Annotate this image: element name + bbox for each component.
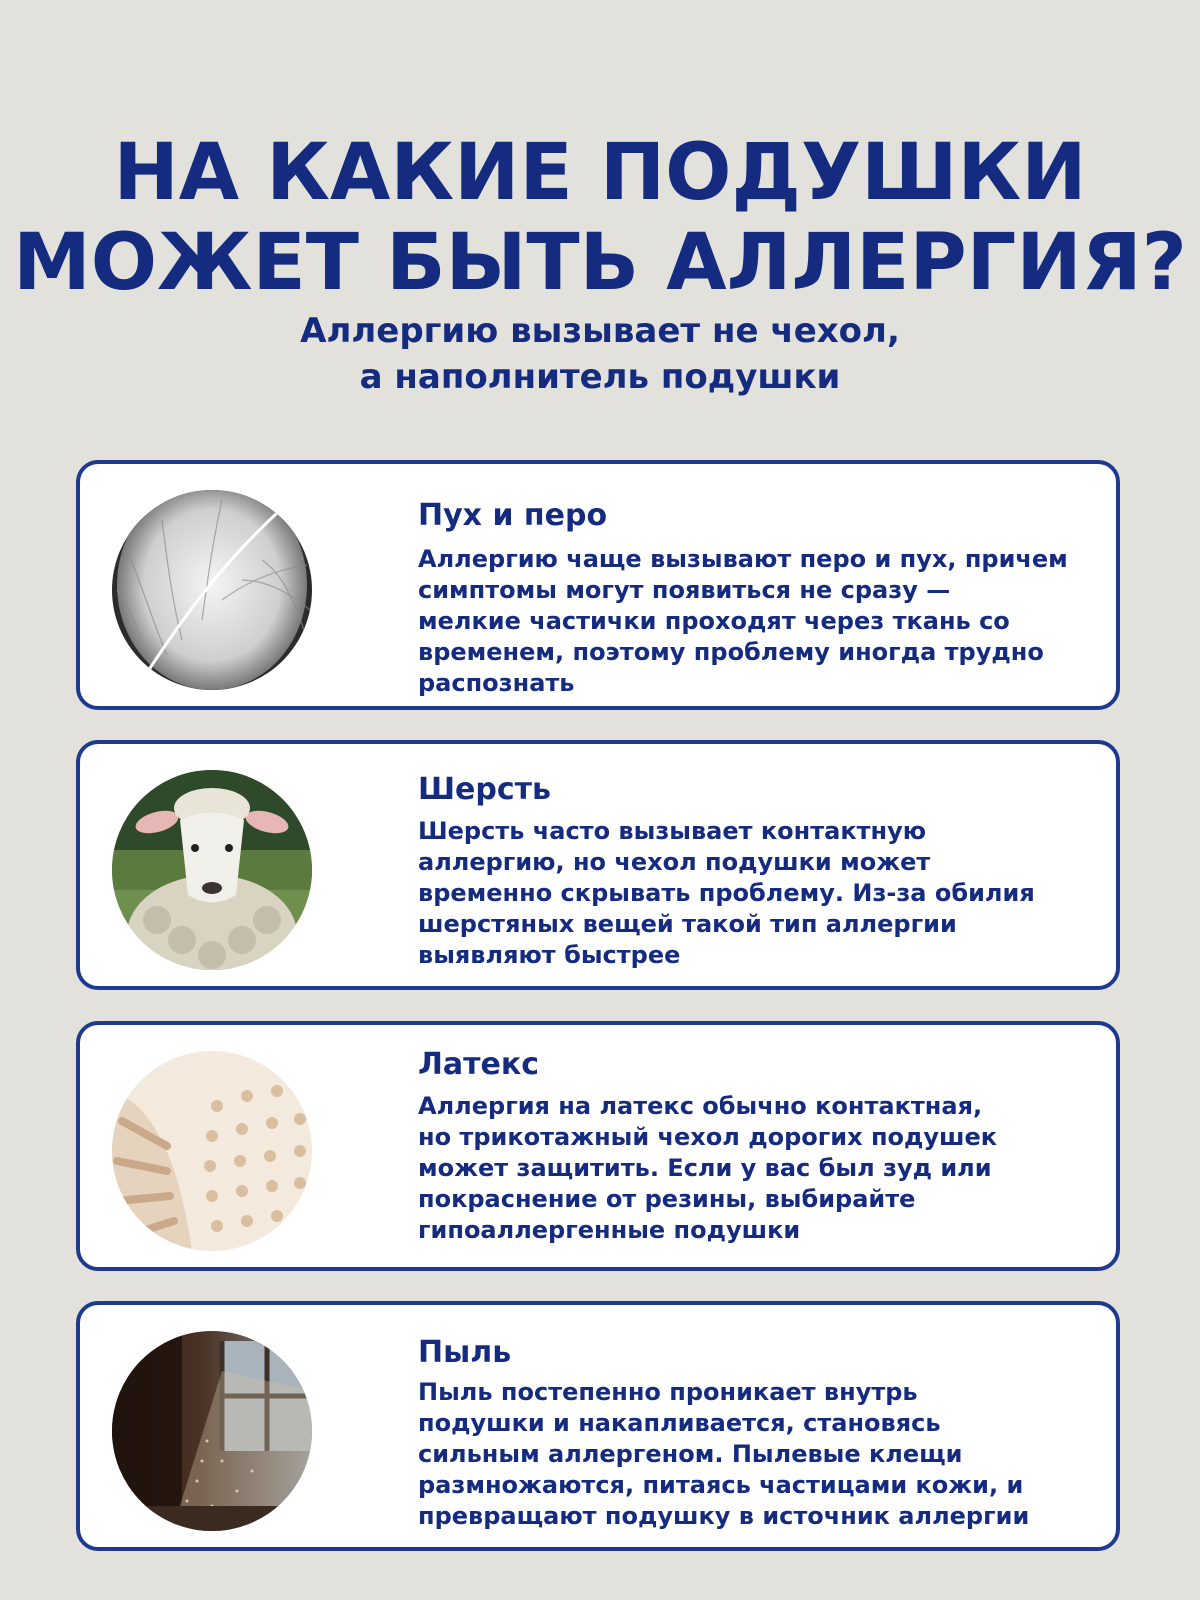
card-description: [418, 816, 1108, 971]
card-text-line: подушки и накапливается, становясь: [418, 1409, 941, 1437]
card-description: [418, 544, 1108, 699]
card-title: Латекс: [418, 1047, 540, 1082]
card-description: [418, 1091, 1108, 1246]
card-text-line: распознать: [418, 669, 575, 697]
card-text-line: Аллергия на латекс обычно контактная,: [418, 1092, 983, 1120]
page-title-line-2: МОЖЕТ БЫТЬ АЛЛЕРГИЯ?: [13, 218, 1187, 308]
card-text-line: Аллергию чаще вызывают перо и пух, причем: [418, 545, 1068, 573]
card-text-line: временно скрывать проблему. Из-за обилия: [418, 879, 1035, 907]
card-title: Пыль: [418, 1335, 512, 1370]
card-text-line: превращают подушку в источник аллергии: [418, 1502, 1030, 1530]
card-text-line: выявляют быстрее: [418, 941, 681, 969]
card-text-line: но трикотажный чехол дорогих подушек: [418, 1123, 998, 1151]
card-text-line: шерстяных вещей такой тип аллергии: [418, 910, 957, 938]
card-dust: [76, 1301, 1120, 1551]
card-text-line: мелкие частички проходят через ткань со: [418, 607, 1010, 635]
page-title-line-1: НА КАКИЕ ПОДУШКИ: [113, 128, 1087, 218]
card-text-line: Пыль постепенно проникает внутрь: [418, 1378, 918, 1406]
card-text-line: гипоаллергенные подушки: [418, 1216, 801, 1244]
page-subtitle: [0, 308, 1200, 400]
sheep-photo: [112, 770, 312, 970]
card-text-line: размножаются, питаясь частицами кожи, и: [418, 1471, 1024, 1499]
card-text-line: симптомы могут появиться не сразу —: [418, 576, 951, 604]
feather-photo: [112, 490, 312, 690]
card-text-line: может защитить. Если у вас был зуд или: [418, 1154, 992, 1182]
card-wool: [76, 740, 1120, 990]
card-text-line: покраснение от резины, выбирайте: [418, 1185, 916, 1213]
page-subtitle-line-1: Аллергию вызывает не чехол,: [300, 311, 900, 351]
page-title: [0, 128, 1200, 308]
card-text-line: Шерсть часто вызывает контактную: [418, 817, 927, 845]
page-subtitle-line-2: а наполнитель подушки: [359, 357, 841, 397]
card-text-line: аллергию, но чехол подушки может: [418, 848, 931, 876]
card-text-line: временем, поэтому проблему иногда трудно: [418, 638, 1044, 666]
card-title: Пух и перо: [418, 498, 608, 533]
latex-photo: [112, 1051, 312, 1251]
card-down-feather: [76, 460, 1120, 710]
card-title: Шерсть: [418, 772, 552, 807]
card-text-line: сильным аллергеном. Пылевые клещи: [418, 1440, 963, 1468]
dust-photo: [112, 1331, 312, 1531]
card-latex: [76, 1021, 1120, 1271]
card-description: [418, 1377, 1108, 1532]
